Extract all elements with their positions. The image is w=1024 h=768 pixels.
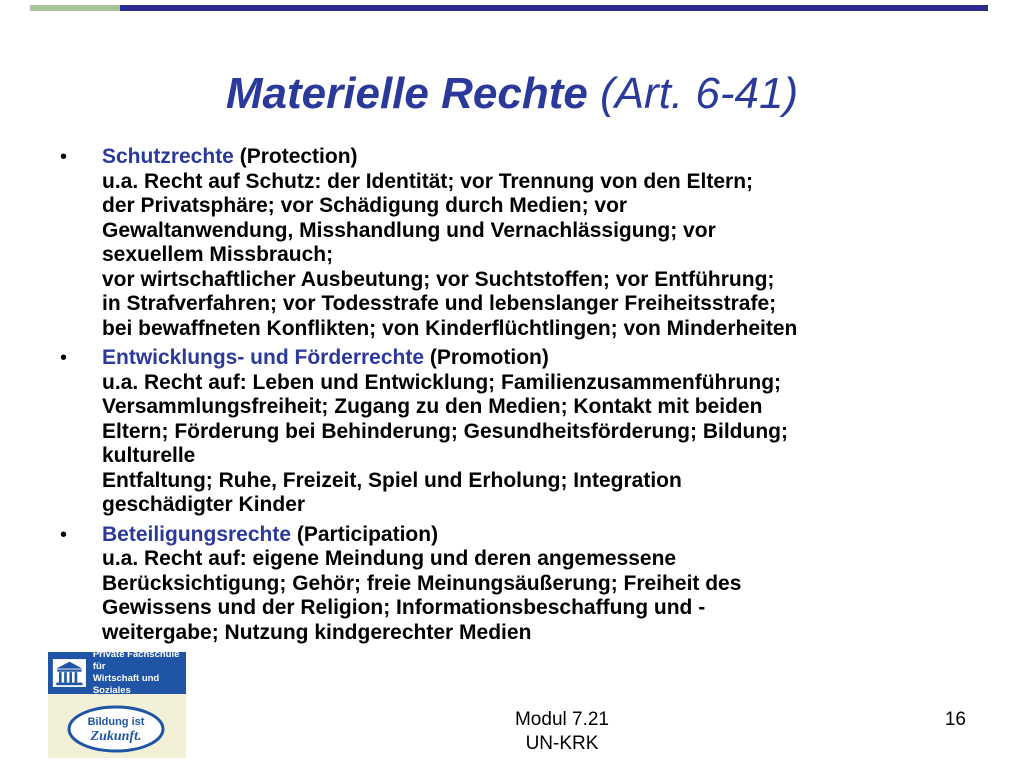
bullet-line: vor wirtschaftlicher Ausbeutung; vor Suchtstoffen; vor Entführung; xyxy=(102,267,775,291)
bildung-badge-icon xyxy=(66,704,166,754)
bullet-line: sexuellem Missbrauch; xyxy=(102,243,334,266)
bullet-foerderrechte xyxy=(60,346,980,518)
school-name-line2: Wirtschaft und Soziales xyxy=(92,673,160,696)
badge-line1: Bildung ist xyxy=(87,716,145,728)
bullet-line: u.a. Recht auf Schutz: der Identität; vor Trennung von den Eltern; xyxy=(102,169,754,193)
page-number: 16 xyxy=(944,709,966,730)
bullet-line: u.a. Recht auf: Leben und Entwicklung; Familienzusammenführung; xyxy=(102,370,782,394)
slide-title xyxy=(0,69,1024,118)
bullet-list xyxy=(60,145,980,650)
bullet-line: kulturelle xyxy=(102,444,196,467)
school-logo-banner xyxy=(48,649,186,696)
bullet-line: Entfaltung; Ruhe, Freizeit, Spiel und Erholung; Integration xyxy=(102,468,682,492)
title-main: Materielle Rechte xyxy=(225,69,588,118)
bullet-term: Entwicklungs- und Förderrechte xyxy=(102,346,425,369)
bullet-schutzrechte xyxy=(60,145,980,341)
bullet-line: weitergabe; Nutzung kindgerechter Medien xyxy=(102,620,532,644)
bullet-term: Schutzrechte xyxy=(102,145,234,168)
badge-line2: Zukunft. xyxy=(90,729,142,744)
bullet-line: Versammlungsfreiheit; Zugang zu den Medien; Kontakt mit beiden xyxy=(102,395,763,418)
title-article-range: (Art. 6-41) xyxy=(587,69,799,118)
bullet-line: Berücksichtigung; Gehör; freie Meinungsäußerung; Freiheit des xyxy=(102,571,742,595)
bullet-term: Beteiligungsrechte xyxy=(102,522,292,546)
bullet-line: u.a. Recht auf: eigene Meindung und deren angemessene xyxy=(102,547,677,570)
bullet-line: geschädigter Kinder xyxy=(102,493,306,516)
bullet-beteiligungsrechte xyxy=(60,523,980,646)
bullet-line: Gewaltanwendung, Misshandlung und Vernachlässigung; vor xyxy=(102,218,716,242)
bullet-line: Eltern; Förderung bei Behinderung; Gesundheitsförderung; Bildung; xyxy=(102,419,788,443)
bullet-line: bei bewaffneten Konflikten; von Kinderflüchtlingen; von Minderheiten xyxy=(102,316,798,340)
footer-module-topic: UN-KRK xyxy=(525,733,599,754)
bullet-gloss: (Protection) xyxy=(233,145,358,168)
bullet-dot: • xyxy=(60,146,68,168)
school-name-line1: Private Fachschule für xyxy=(92,649,180,672)
accent-bar-navy xyxy=(120,5,988,11)
building-icon xyxy=(52,656,87,690)
bullet-dot: • xyxy=(60,347,68,369)
footer-module xyxy=(462,708,662,756)
top-accent-bar xyxy=(30,5,988,11)
bullet-dot: • xyxy=(60,523,68,546)
bullet-line: Gewissens und der Religion; Informationsbeschaffung und - xyxy=(102,596,706,619)
bullet-line: in Strafverfahren; vor Todesstrafe und lebenslanger Freiheitsstrafe; xyxy=(102,292,777,315)
bullet-gloss: (Promotion) xyxy=(424,346,549,369)
school-logo xyxy=(48,649,186,758)
accent-bar-green xyxy=(30,5,120,11)
footer-module-code: Modul 7.21 xyxy=(514,709,609,730)
bullet-line: der Privatsphäre; vor Schädigung durch Medien; vor xyxy=(102,194,628,217)
bullet-gloss: (Participation) xyxy=(291,522,439,546)
